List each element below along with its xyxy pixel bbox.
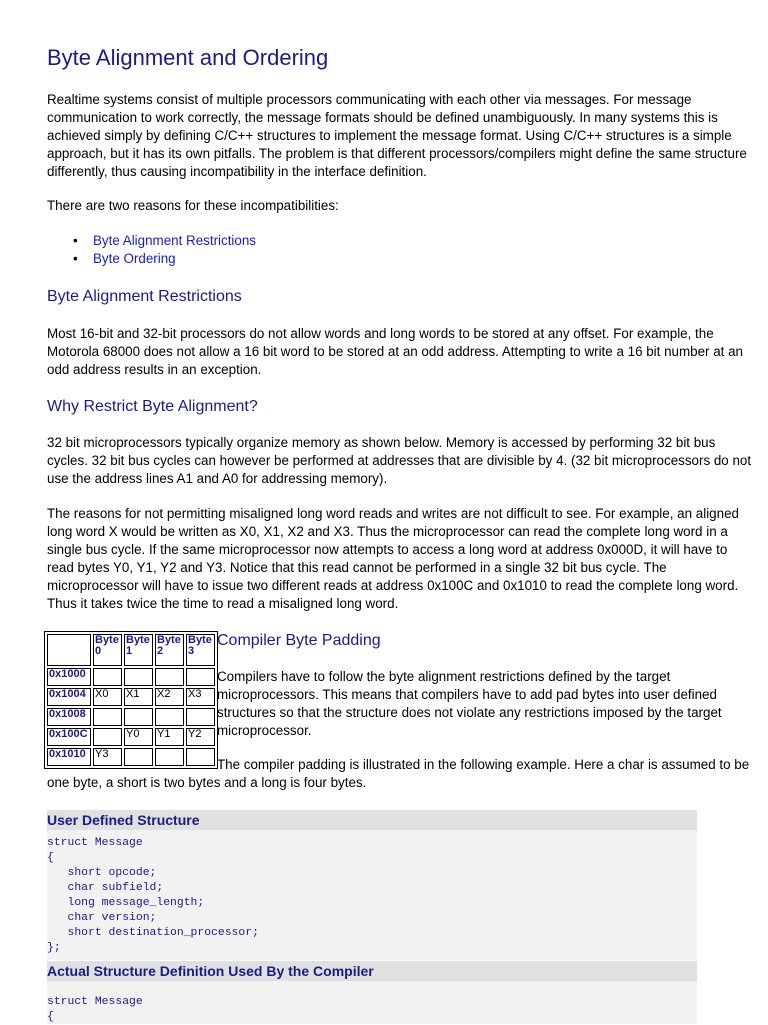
byte-cell (93, 668, 122, 686)
page-title: Byte Alignment and Ordering (47, 45, 329, 70)
address-cell: 0x1004 (47, 688, 91, 706)
table-header-cell: Byte 1 (124, 634, 153, 666)
byte-cell (186, 668, 215, 686)
address-cell: 0x1000 (47, 668, 91, 686)
section-heading-byte-alignment: Byte Alignment Restrictions (47, 288, 242, 305)
table-row (47, 688, 215, 706)
code-listing: struct Message { short opcode; char subfield; long message_length; char version; short destination_processor; }; (47, 837, 259, 954)
byte-cell: Y3 (93, 748, 122, 766)
byte-alignment-paragraph: Most 16-bit and 32-bit processors do not allow words and long words to be stored at any offset. For example, the Motorola 68000 does not allow a 16 bit word to be stored at an odd address. Attempting to write a 16 bit number at an odd address results in an exception. (47, 326, 743, 377)
link-byte-ordering[interactable]: Byte Ordering (93, 251, 176, 266)
intro-paragraph: Realtime systems consist of multiple processors communicating with each other via messages. For message communication to work correctly, the message formats should be defined unambiguously. In many systems this is achieved simply by defining C/C++ structures to implement the message format. Using C/C++ structures is a simple approach, but it has its own pitfalls. The problem is that different processors/compilers might define the same structure differently, thus causing incompatibility in the interface definition. (47, 92, 747, 179)
why-restrict-paragraph-2: The reasons for not permitting misaligned long word reads and writes are not difficult to see. For example, an aligned long word X would be written as X0, X1, X2 and X3. Thus the microprocessor can read the complete long word in a single bus cycle. If the same microprocessor now attempts to access a long word at address 0x000D, it will have to read bytes Y0, Y1, Y2 and Y3. Notice that this read cannot be performed in a single 32 bit bus cycle. The microprocessor will have to issue two different reads at address 0x100C and 0x1010 to read the complete long word. Thus it takes twice the time to read a misaligned long word. (47, 506, 739, 611)
memory-organization-table (44, 631, 218, 769)
compiler-padding-paragraph-2: The compiler padding is illustrated in the following example. Here a char is assumed to be one byte, a short is two bytes and a long is four bytes. (47, 757, 750, 790)
table-row (47, 668, 215, 686)
address-cell: 0x100C (47, 728, 91, 746)
list-item (47, 250, 256, 268)
byte-cell (155, 668, 184, 686)
byte-cell: X1 (124, 688, 153, 706)
link-byte-alignment[interactable]: Byte Alignment Restrictions (93, 233, 256, 248)
compiler-padding-paragraph-1: Compilers have to follow the byte alignment restrictions defined by the target microprocessors. This means that compilers have to add pad bytes into user defined structures so that the structure does not violate any restrictions imposed by the target microprocessor. (217, 669, 722, 738)
byte-cell: X3 (186, 688, 215, 706)
byte-cell: Y0 (124, 728, 153, 746)
byte-cell (93, 728, 122, 746)
byte-cell: Y2 (186, 728, 215, 746)
byte-cell: X2 (155, 688, 184, 706)
address-cell: 0x1008 (47, 708, 91, 726)
table-header-cell: Byte 3 (186, 634, 215, 666)
table-header-cell: Byte 0 (93, 634, 122, 666)
code-block-user-defined (47, 810, 697, 960)
reasons-list (47, 232, 256, 268)
list-item (47, 232, 256, 250)
code-listing: struct Message { (47, 996, 143, 1023)
code-block-heading: Actual Structure Definition Used By the Compiler (47, 961, 697, 981)
table-row (47, 708, 215, 726)
byte-cell (186, 708, 215, 726)
byte-cell (155, 708, 184, 726)
table-header-cell: Byte 2 (155, 634, 184, 666)
byte-cell: Y1 (155, 728, 184, 746)
table-row (47, 728, 215, 746)
section-heading-why-restrict: Why Restrict Byte Alignment? (47, 398, 258, 415)
code-block-compiler-definition (47, 961, 697, 1024)
byte-cell (124, 708, 153, 726)
section-heading-compiler-padding: Compiler Byte Padding (217, 632, 381, 649)
address-cell: 0x1010 (47, 748, 91, 766)
byte-cell (124, 668, 153, 686)
byte-cell (93, 708, 122, 726)
byte-cell: X0 (93, 688, 122, 706)
table-corner-cell (47, 634, 91, 666)
code-block-heading: User Defined Structure (47, 810, 697, 830)
why-restrict-paragraph-1: 32 bit microprocessors typically organize memory as shown below. Memory is accessed by performing 32 bit bus cycles. 32 bit bus cycles can however be performed at addresses that are divisible by 4. (32 bit microprocessors do not use the address lines A1 and A0 for addressing memory). (47, 435, 752, 486)
reasons-intro: There are two reasons for these incompatibilities: (47, 198, 339, 213)
